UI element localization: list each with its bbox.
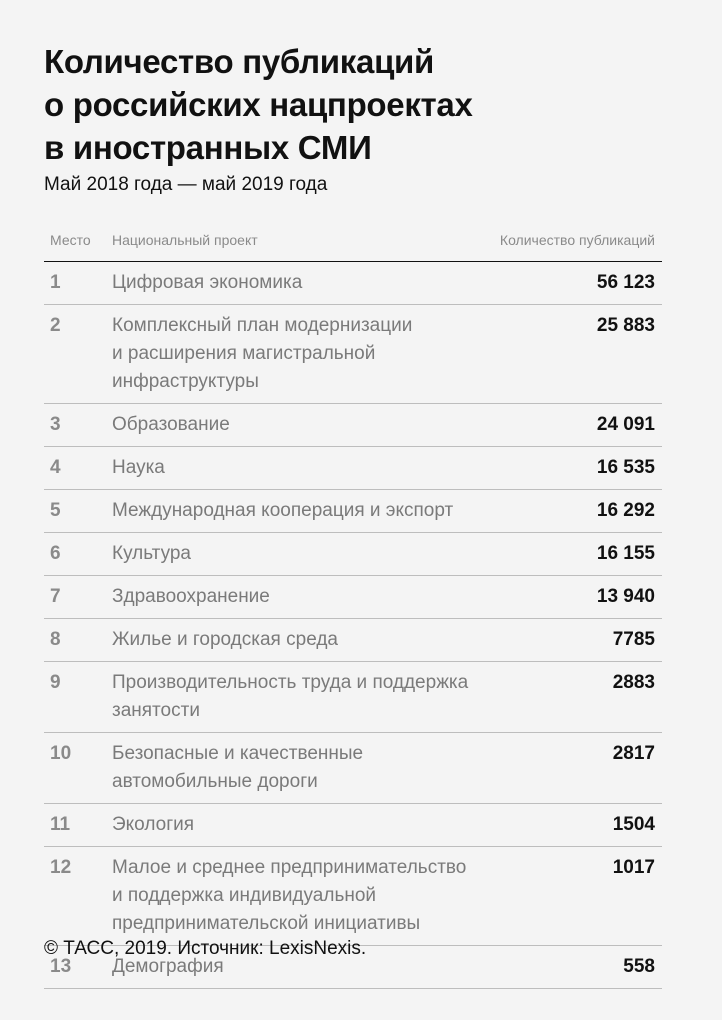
- table-row: [44, 404, 662, 447]
- row-project-name: [112, 854, 532, 938]
- row-publication-count: 558: [623, 956, 655, 977]
- table-row: [44, 733, 662, 804]
- row-project-name: [112, 269, 532, 297]
- table-row: [44, 447, 662, 490]
- column-header-name: Национальный проект: [112, 232, 258, 248]
- row-rank: 1: [50, 272, 61, 293]
- project-name-line: занятости: [112, 700, 200, 721]
- row-rank: 7: [50, 586, 61, 607]
- table-header: [44, 232, 662, 262]
- row-publication-count: 1017: [612, 857, 655, 878]
- title-line: в иностранных СМИ: [44, 129, 372, 166]
- row-project-name: [112, 626, 532, 654]
- table-row: [44, 576, 662, 619]
- project-name-line: и расширения магистральной: [112, 343, 376, 364]
- page-subtitle: Май 2018 года — май 2019 года: [44, 174, 328, 195]
- title-line: о российских нацпроектах: [44, 86, 473, 123]
- project-name-line: Экология: [112, 814, 195, 835]
- project-name-line: и поддержка индивидуальной: [112, 885, 377, 906]
- ranking-table: [44, 232, 662, 989]
- row-publication-count: 56 123: [596, 272, 655, 293]
- row-publication-count: 24 091: [596, 414, 655, 435]
- row-publication-count: 25 883: [596, 315, 655, 336]
- table-row: [44, 619, 662, 662]
- project-name-line: Жилье и городская среда: [112, 629, 338, 650]
- row-project-name: [112, 411, 532, 439]
- project-name-line: Комплексный план модернизации: [112, 315, 413, 336]
- row-project-name: [112, 312, 532, 396]
- row-rank: 10: [50, 743, 72, 764]
- title-line: Количество публикаций: [44, 43, 435, 80]
- row-project-name: [112, 454, 532, 482]
- table-row: [44, 490, 662, 533]
- row-rank: 8: [50, 629, 61, 650]
- project-name-line: Наука: [112, 457, 165, 478]
- row-project-name: [112, 497, 532, 525]
- table-row: [44, 533, 662, 576]
- row-rank: 2: [50, 315, 61, 336]
- project-name-line: Малое и среднее предпринимательство: [112, 857, 467, 878]
- row-rank: 12: [50, 857, 72, 878]
- row-rank: 13: [50, 956, 72, 977]
- project-name-line: предпринимательской инициативы: [112, 913, 421, 934]
- infographic: [44, 40, 662, 989]
- column-header-rank: Место: [50, 232, 91, 248]
- row-project-name: [112, 811, 532, 839]
- row-publication-count: 13 940: [596, 586, 655, 607]
- project-name-line: Производительность труда и поддержка: [112, 672, 469, 693]
- table-row: [44, 847, 662, 946]
- project-name-line: Образование: [112, 414, 230, 435]
- row-publication-count: 2817: [612, 743, 655, 764]
- project-name-line: Безопасные и качественные: [112, 743, 364, 764]
- table-row: [44, 804, 662, 847]
- row-publication-count: 16 155: [596, 543, 655, 564]
- row-project-name: [112, 540, 532, 568]
- page-title: [44, 40, 662, 169]
- row-publication-count: 1504: [612, 814, 655, 835]
- project-name-line: Международная кооперация и экспорт: [112, 500, 454, 521]
- project-name-line: автомобильные дороги: [112, 771, 318, 792]
- row-publication-count: 16 292: [596, 500, 655, 521]
- project-name-line: Здравоохранение: [112, 586, 270, 607]
- row-rank: 4: [50, 457, 61, 478]
- row-rank: 6: [50, 543, 61, 564]
- table-row: [44, 262, 662, 305]
- row-rank: 9: [50, 672, 61, 693]
- row-rank: 11: [50, 814, 71, 835]
- row-publication-count: 2883: [612, 672, 655, 693]
- row-publication-count: 7785: [612, 629, 655, 650]
- row-project-name: [112, 740, 532, 796]
- column-header-count: Количество публикаций: [499, 232, 655, 248]
- row-project-name: [112, 583, 532, 611]
- source-footer: © ТАСС, 2019. Источник: LexisNexis.: [44, 938, 367, 959]
- project-name-line: Культура: [112, 543, 191, 564]
- project-name-line: Цифровая экономика: [112, 272, 303, 293]
- row-publication-count: 16 535: [596, 457, 655, 478]
- table-row: [44, 305, 662, 404]
- table-body: [44, 262, 662, 989]
- project-name-line: инфраструктуры: [112, 371, 259, 392]
- row-rank: 5: [50, 500, 61, 521]
- project-name-line: Демография: [112, 956, 224, 977]
- row-project-name: [112, 669, 532, 725]
- table-row: [44, 662, 662, 733]
- row-rank: 3: [50, 414, 61, 435]
